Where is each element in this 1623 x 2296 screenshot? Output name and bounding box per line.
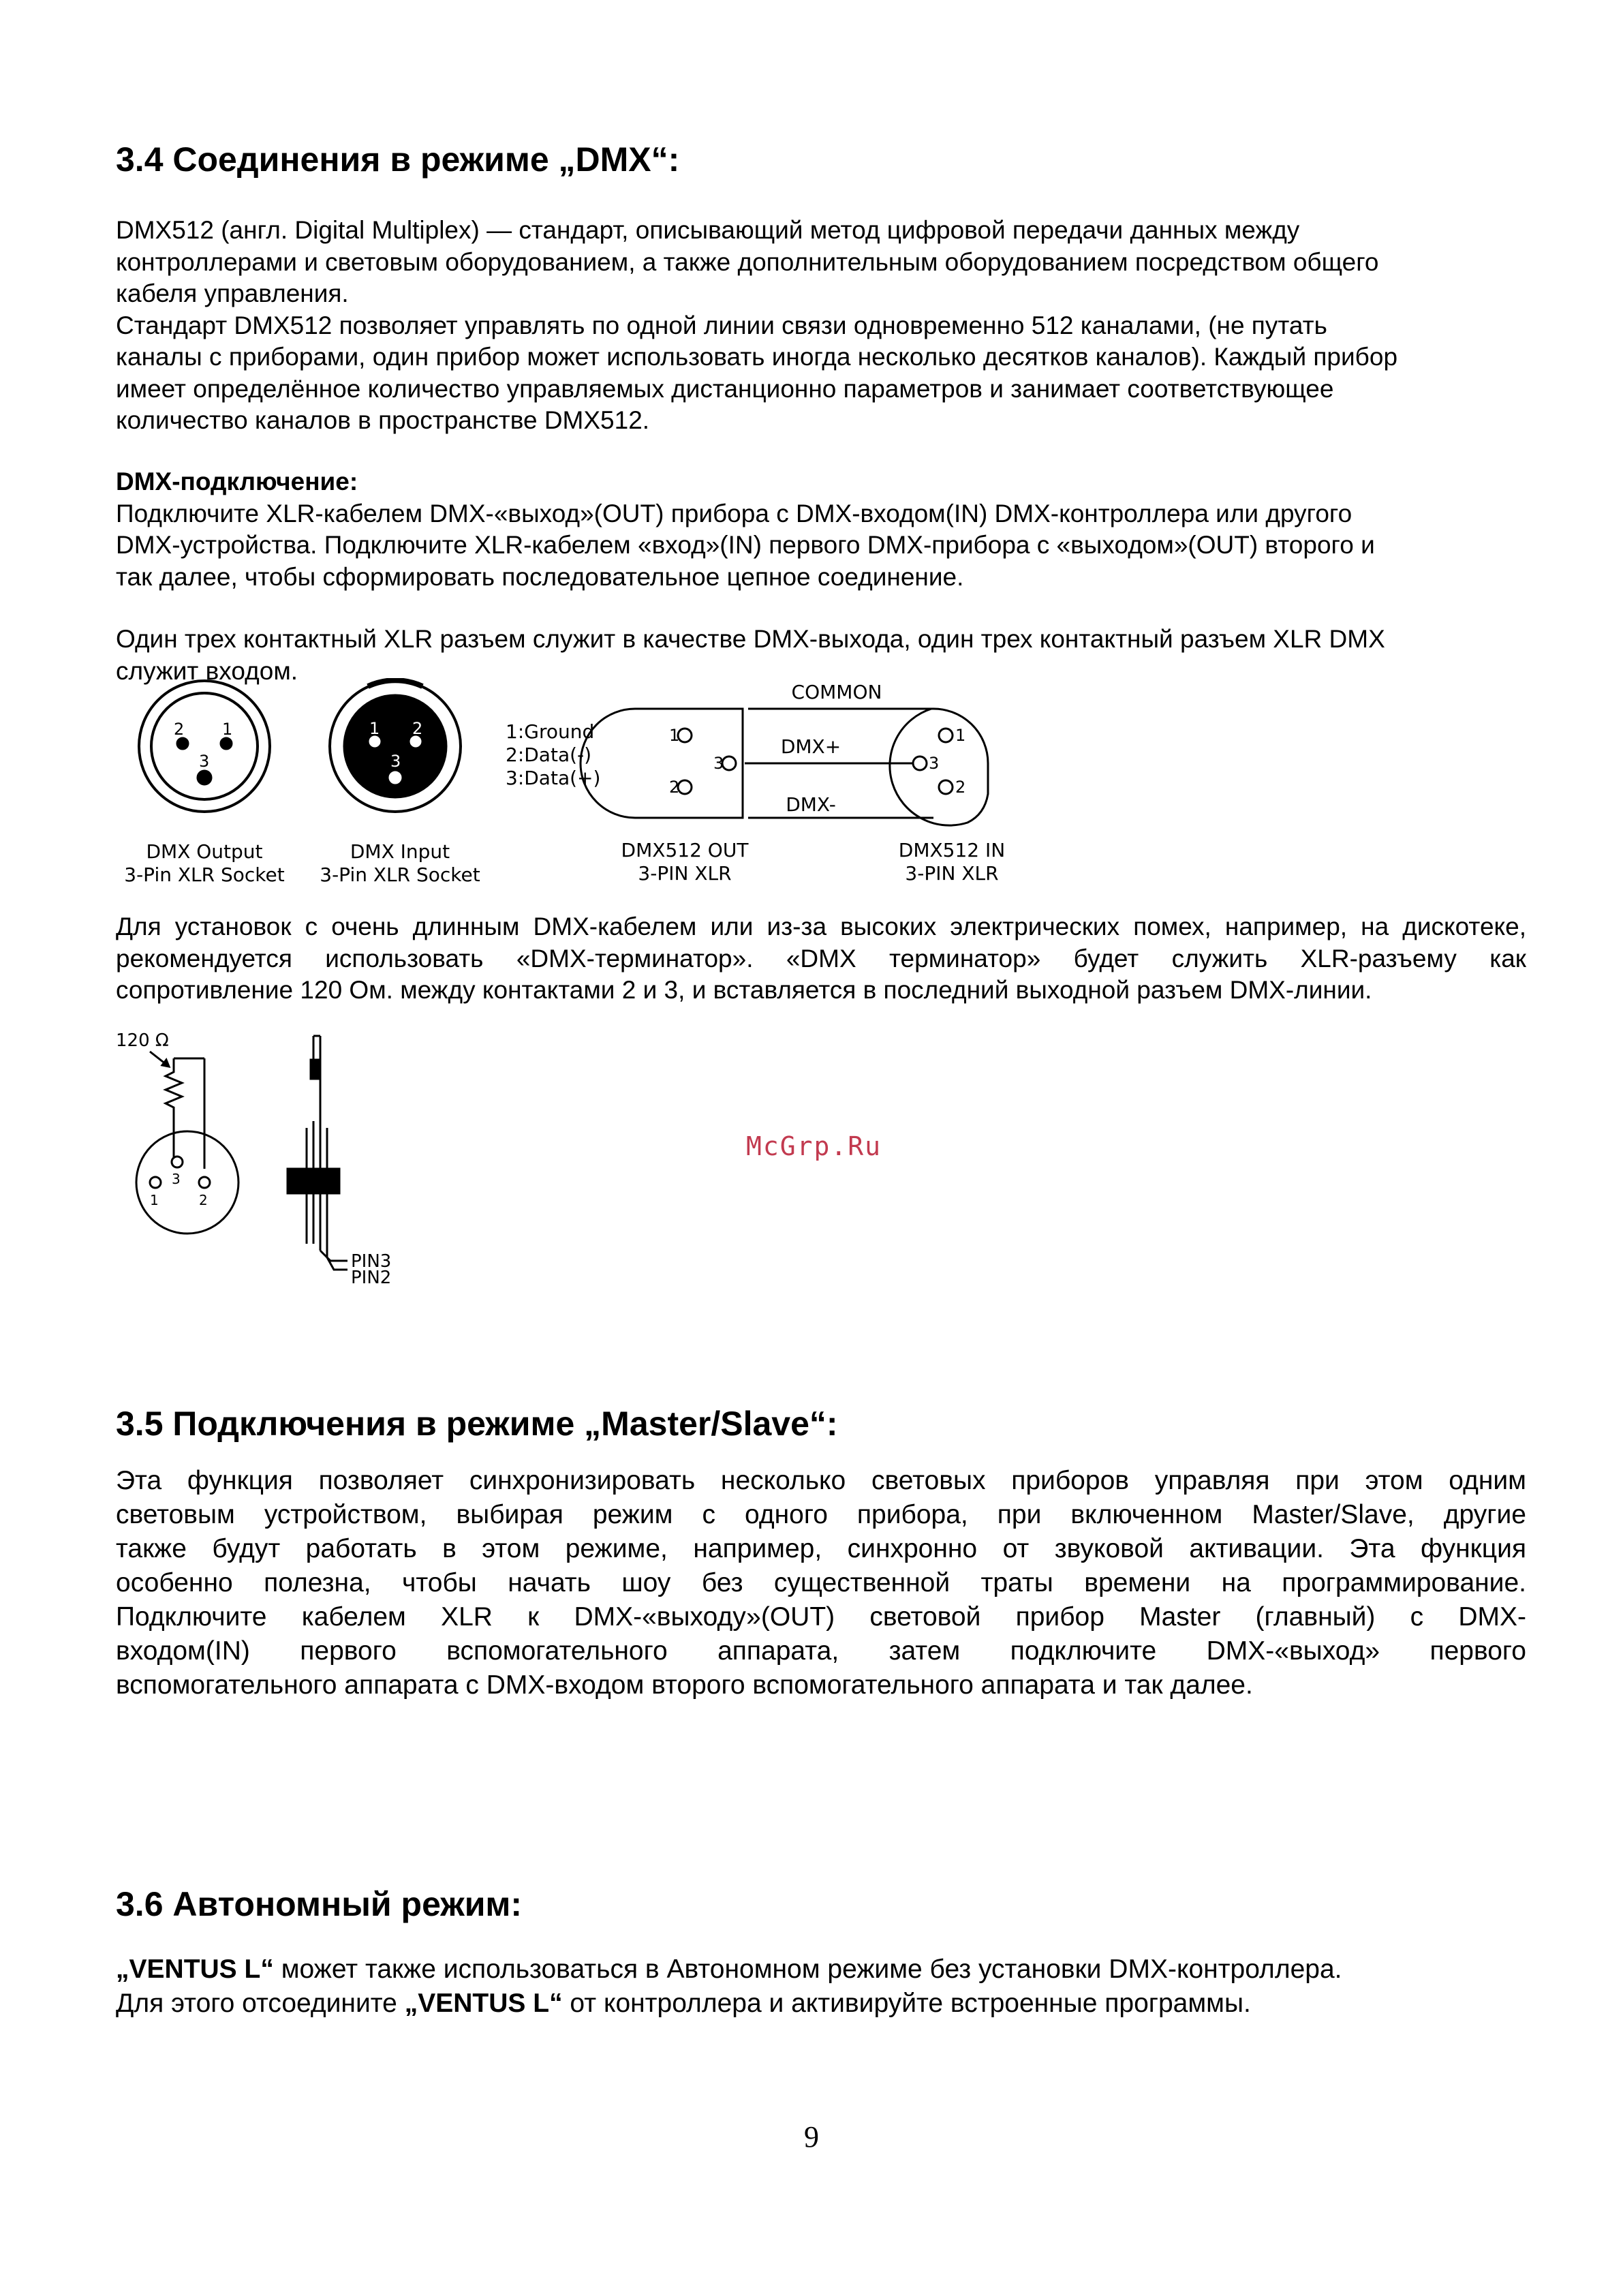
resistor-label: 120 Ω xyxy=(116,1030,169,1051)
dmx512-in-title: DMX512 IN xyxy=(898,839,1006,861)
text-line: Для установок с очень длинным DMX-кабелем или из-за высоких электрических помех, например, на дискотеке, xyxy=(116,913,1526,940)
pin2-label: PIN2 xyxy=(351,1268,392,1285)
terminator-diagram xyxy=(109,1026,463,1285)
text-line: входом(IN) первого вспомогательного аппарата, затем подключите DMX-«выход» первого xyxy=(116,1636,1526,1666)
master-slave-paragraph xyxy=(116,1464,1526,1702)
dmx-intro-paragraph xyxy=(116,215,1526,437)
standalone-paragraph xyxy=(116,1953,1526,2021)
pin-label: 1 xyxy=(369,719,380,738)
text-line: служит входом. xyxy=(116,656,298,685)
text-line: Подключите XLR-кабелем DMX-«выход»(OUT) прибора с DMX-входом(IN) DMX-контроллера или другого xyxy=(116,499,1352,527)
pin-label: 1 xyxy=(955,726,966,745)
dmx512-out-subtitle: 3-PIN XLR xyxy=(638,862,732,885)
section-3-6-heading: 3.6 Автономный режим: xyxy=(116,1885,523,1923)
pin-label: 3 xyxy=(199,752,210,771)
pin3-label: PIN3 xyxy=(351,1251,392,1272)
pin-label: 2 xyxy=(199,1192,208,1208)
text-line: так далее, чтобы сформировать последовательное цепное соединение. xyxy=(116,562,964,591)
pin-label: 1 xyxy=(222,720,233,739)
text-line: Эта функция позволяет синхронизировать несколько световых приборов управляя при этом одним xyxy=(116,1466,1526,1495)
pin-legend-ground: 1:Ground xyxy=(506,720,595,743)
common-label: COMMON xyxy=(791,681,882,703)
section-3-5-heading: 3.5 Подключения в режиме „Master/Slave“: xyxy=(116,1405,838,1443)
dmx-input-subtitle: 3-Pin XLR Socket xyxy=(320,863,480,886)
text-line: каналы с приборами, один прибор может использовать иногда несколько десятков каналов). Каждый прибор xyxy=(116,343,1398,371)
terminator-paragraph xyxy=(116,911,1526,1007)
text-line: количество каналов в пространстве DMX512. xyxy=(116,406,650,434)
text-line: сопротивление 120 Ом. между контактами 2 и 3, и вставляется в последний выходной разъем DMX-линии. xyxy=(116,976,1372,1004)
pin-legend-data-minus: 2:Data(-) xyxy=(506,744,592,766)
section-3-4-heading: 3.4 Соединения в режиме „DMX“: xyxy=(116,140,680,179)
page-number: 9 xyxy=(804,2120,819,2154)
dmx-connection-paragraph xyxy=(116,466,1526,593)
text-line: рекомендуется использовать «DMX-терминатор». «DMX терминатор» будет служить XLR-разъему как xyxy=(116,944,1526,973)
dmx-connection-title: DMX-подключение: xyxy=(116,468,358,495)
dmx-plus-label: DMX+ xyxy=(780,735,841,758)
text-line: кабеля управления. xyxy=(116,279,349,307)
text-line: Один трех контактный XLR разъем служит в качестве DMX-выхода, один трех контактный разъем XLR DMX xyxy=(116,625,1385,653)
text-line: Подключите кабелем XLR к DMX-«выходу»(OUT) световой прибор Master (главный) с DMX- xyxy=(116,1602,1526,1632)
xlr-connector-diagram xyxy=(109,678,1029,896)
text-line xyxy=(116,1987,1526,2021)
product-name: „VENTUS L“ xyxy=(404,1989,563,2018)
text-fragment: может также использоваться в Автономном режиме без установки DMX-контроллера. xyxy=(273,1955,1342,1984)
pin-label: 3 xyxy=(390,752,401,771)
text-line xyxy=(116,1953,1526,1987)
pin-label: 2 xyxy=(174,720,185,739)
dmx512-wiring xyxy=(581,709,988,825)
text-line: DMX-устройства. Подключите XLR-кабелем «вход»(IN) первого DMX-прибора с «выходом»(OUT) второго и xyxy=(116,531,1375,559)
terminator-side-view xyxy=(288,1036,347,1270)
pin-label: 2 xyxy=(669,778,680,797)
dmx-input-title: DMX Input xyxy=(350,840,450,863)
pin-label: 2 xyxy=(955,778,966,797)
pin-legend-data-plus: 3:Data(+) xyxy=(506,767,601,789)
pin-label: 1 xyxy=(669,726,680,745)
dmx-minus-label: DMX- xyxy=(786,793,836,816)
text-line: особенно полезна, чтобы начать шоу без существенной траты времени на программирование. xyxy=(116,1568,1526,1597)
text-line: имеет определённое количество управляемых дистанционно параметров и занимает соответствующее xyxy=(116,374,1334,403)
text-line: DMX512 (англ. Digital Multiplex) — стандарт, описывающий метод цифровой передачи данных между xyxy=(116,216,1300,244)
text-line: световым устройством, выбирая режим с одного прибора, при включенном Master/Slave, другие xyxy=(116,1500,1526,1529)
watermark: McGrp.Ru xyxy=(746,1131,882,1161)
pin-label: 3 xyxy=(172,1171,181,1187)
text-fragment: Для этого отсоедините xyxy=(116,1989,405,2018)
dmx-output-title: DMX Output xyxy=(146,840,263,863)
dmx512-in-subtitle: 3-PIN XLR xyxy=(905,862,999,885)
pin-label: 1 xyxy=(150,1192,159,1208)
text-line: Стандарт DMX512 позволяет управлять по одной линии связи одновременно 512 каналами, (не путать xyxy=(116,311,1327,339)
text-line: контроллерами и световым оборудованием, а также дополнительным оборудованием посредством общего xyxy=(116,247,1379,276)
pin-label: 3 xyxy=(929,754,940,773)
text-line: вспомогательного аппарата с DMX-входом второго вспомогательного аппарата и так далее. xyxy=(116,1670,1253,1700)
text-fragment: от контроллера и активируйте встроенные программы. xyxy=(562,1989,1251,2018)
text-line: также будут работать в этом режиме, например, синхронно от звуковой активации. Эта функция xyxy=(116,1534,1526,1563)
pin-label: 3 xyxy=(713,754,724,773)
dmx-input-socket xyxy=(330,680,461,812)
dmx-output-socket xyxy=(139,681,270,812)
dmx-output-subtitle: 3-Pin XLR Socket xyxy=(124,863,285,886)
dmx512-out-title: DMX512 OUT xyxy=(621,839,749,861)
pin-label: 2 xyxy=(412,719,423,738)
product-name: „VENTUS L“ xyxy=(116,1955,274,1984)
